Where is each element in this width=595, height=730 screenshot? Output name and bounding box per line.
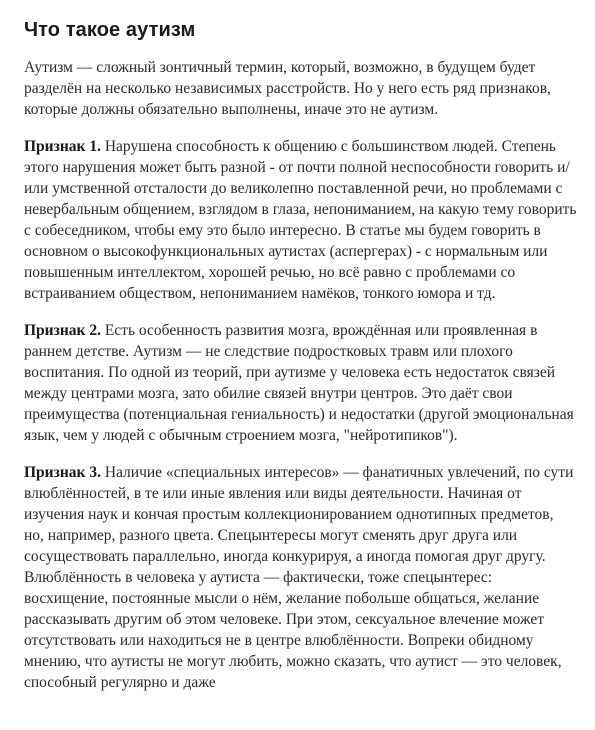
sign-1-text: Нарушена способность к общению с большинством людей. Степень этого нарушения может быть разной - от почти полной неспособности говорить и/или умственной отсталости до великолепно поставленной речи, но проблемами с невербальным общением, взглядом в глаза, непониманием, на какую тему говорить с собеседником, чтобы ему это было интересно. В статье мы будем говорить в основном о высокофункциональных аутистах (аспергерах) - с нормальным или повышенным интеллектом, хорошей речью, но всё равно с проблемами со встраиванием обществом, непониманием намёков, тонкого юмора и тд. [24,138,577,302]
article [24,0,577,693]
sign-2-label: Признак 2. [24,322,101,339]
article-title: Что такое аутизм [24,19,196,41]
sign-1-label: Признак 1. [24,138,101,155]
sign-3-text: Наличие «специальных интересов» — фанатичных увлечений, по сути влюблённостей, в те или иные явления или виды деятельности. Начиная от изучения наук и кончая простым коллекционированием однотипных предметов, но, например, разного цвета. Спецынтересы могут сменять друг друга или сосуществовать параллельно, иногда конкурируя, а иногда помогая друг другу. Влюблённость в человека у аутиста — фактически, тоже спецынтерес: восхищение, постоянные мысли о нём, желание побольше общаться, желание рассказывать другим об этом человеке. При этом, сексуальное влечение может отсутствовать или находиться не в центре влюблённости. Вопреки обидному мнению, что аутисты не могут любить, можно сказать, что аутист — это человек, способный регулярно и даже [24,464,574,691]
sign-3-label: Признак 3. [24,464,101,481]
sign-paragraph-2 [24,320,577,446]
intro-paragraph: Аутизм — сложный зонтичный термин, который, возможно, в будущем будет разделён на несколько независимых расстройств. Но у него есть ряд признаков, которые должны обязательно выполнены, иначе это не аутизм. [24,59,551,118]
sign-paragraph-3 [24,462,577,693]
sign-paragraph-1 [24,136,577,304]
sign-2-text: Есть особенность развития мозга, врождённая или проявленная в раннем детстве. Аутизм — не следствие подростковых травм или плохого воспитания. По одной из теорий, при аутизме у человека есть недостаток связей между центрами мозга, зато обилие связей внутри центров. Это даёт свои преимущества (потенциальная гениальность) и недостатки (другой эмоциональная язык, чем у людей с обычным строением мозга, "нейротипиков"). [24,322,574,444]
